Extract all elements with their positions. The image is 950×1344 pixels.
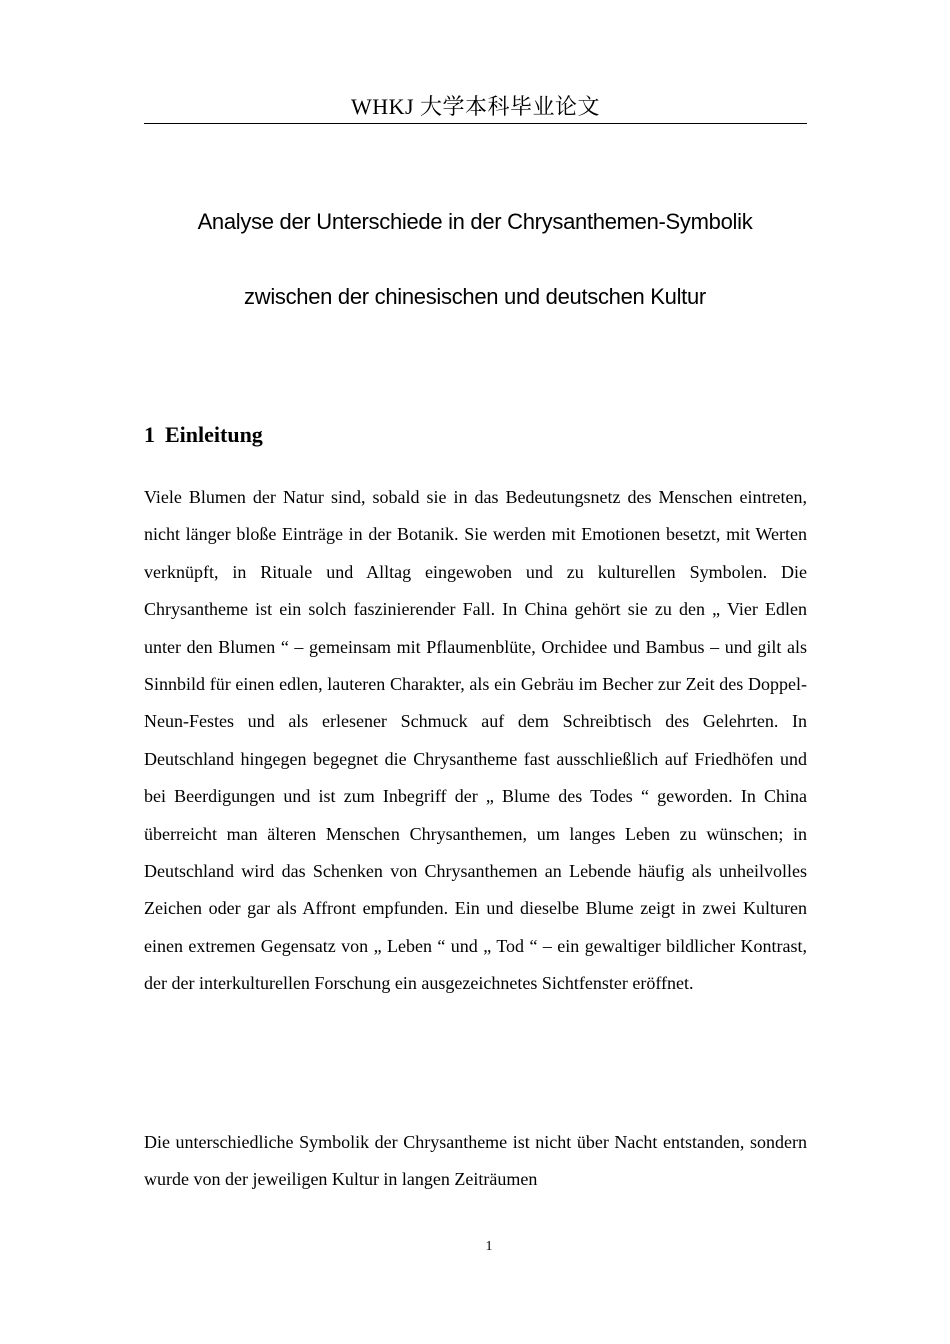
running-header: WHKJ 大学本科毕业论文 [350, 94, 601, 119]
section-heading [144, 420, 263, 450]
page-number: 1 [485, 1239, 493, 1254]
body-paragraph: Viele Blumen der Natur sind, sobald sie in das Bedeutungsnetz des Menschen eintreten, nicht länger bloße Einträge in der Botanik. Sie werden mit Emotionen besetzt, mit Werten verknüpft, in Rituale und Alltag eingewoben und zu kulturellen Symbolen. Die Chrysantheme ist ein solch faszinierender Fall. In China gehört sie zu den „ Vier Edlen unter den Blumen “ – gemeinsam mit Pflaumenblüte, Orchidee und Bambus – und gilt als Sinnbild für einen edlen, lauteren Charakter, als ein Gebräu im Becher zur Zeit des Doppel-Neun-Festes und als erlesener Schmuck auf dem Schreibtisch des Gelehrten. In Deutschland hingegen begegnet die Chrysantheme fast ausschließlich auf Friedhöfen und bei Beerdigungen und ist zum Inbegriff der „ Blume des Todes “ geworden. In China überreicht man älteren Menschen Chrysanthemen, um langes Leben zu wünschen; in Deutschland wird das Schenken von Chrysanthemen an Lebende häufig als unheilvolles Zeichen oder gar als Affront empfunden. Ein und dieselbe Blume zeigt in zwei Kulturen einen extremen Gegensatz von „ Leben “ und „ Tod “ – ein gewaltiger bildlicher Kontrast, der der interkulturellen Forschung ein ausgezeichnetes Sichtfenster eröffnet. [144, 487, 807, 994]
body-paragraph: Die unterschiedliche Symbolik der Chrysantheme ist nicht über Nacht entstanden, sondern wurde von der jeweiligen Kultur in langen Zeiträumen [144, 1132, 807, 1190]
section-number: 1 [144, 422, 155, 447]
thesis-title-line-1: Analyse der Unterschiede in der Chrysanthemen-Symbolik [197, 209, 753, 234]
thesis-title-line-2: zwischen der chinesischen und deutschen Kultur [244, 284, 706, 309]
header-divider [144, 123, 807, 124]
section-title: Einleitung [165, 422, 263, 447]
